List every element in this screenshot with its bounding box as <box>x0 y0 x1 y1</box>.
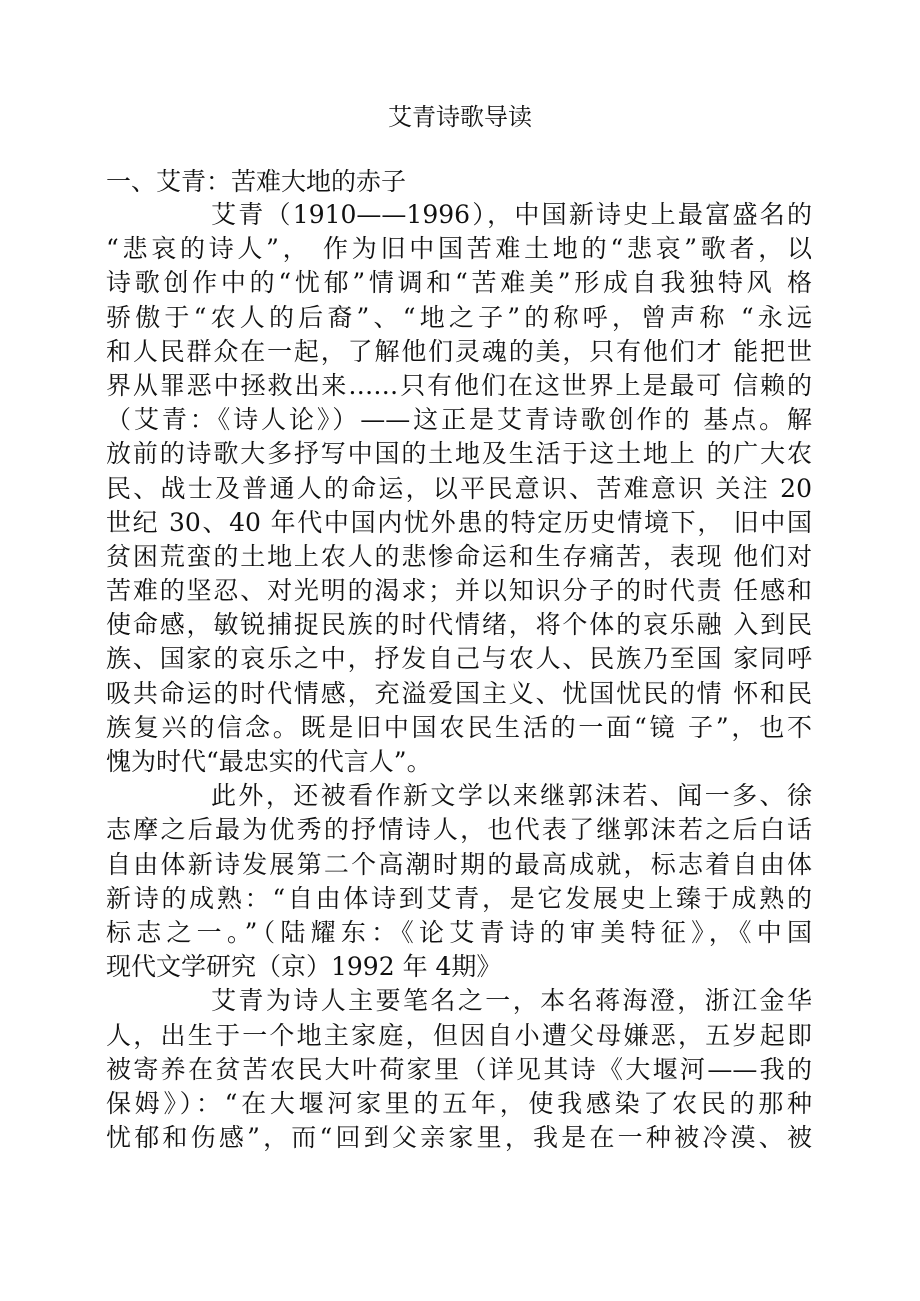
text-line: 骄傲于“农人的后裔”、“地之子”的称呼，曾声称 “永远 <box>106 302 812 332</box>
text-line: 吸共命运的时代情感，充溢爱国主义、忧国忧民的情 怀和民 <box>106 678 812 708</box>
text-line: 民、战士及普通人的命运，以平民意识、苦难意识 关注 20 <box>106 473 812 503</box>
text-line: 被寄养在贫苦农民大叶荷家里（详见其诗《大堰河——我的 <box>106 1054 812 1084</box>
text-line: 界从罪恶中拯救出来……只有他们在这世界上是最可 信赖的 <box>106 370 812 400</box>
text-line: 此外，还被看作新文学以来继郭沫若、闻一多、徐 <box>211 781 812 811</box>
text-line: 标志之一。”（陆耀东：《论艾青诗的审美特征》，《中国 <box>106 917 812 947</box>
text-line: 族、国家的哀乐之中，抒发自己与农人、民族乃至国 家同呼 <box>106 644 812 674</box>
text-line: 人，出生于一个地主家庭，但因自小遭父母嫌恶，五岁起即 <box>106 1020 812 1050</box>
text-line: 和人民群众在一起，了解他们灵魂的美，只有他们才 能把世 <box>106 336 812 366</box>
text-line: 苦难的坚忍、对光明的渴求；并以知识分子的时代责 任感和 <box>106 576 812 606</box>
body-text <box>106 198 812 1155</box>
text-line: 现代文学研究（京）1992 年 4期》 <box>106 952 502 982</box>
text-line: （艾青：《诗人论》）——这正是艾青诗歌创作的 基点。解 <box>106 405 812 435</box>
text-line: 世纪 30、40 年代中国内忧外患的特定历史情境下， 旧中国 <box>106 507 812 537</box>
text-line: 艾青（1910——1996），中国新诗史上最富盛名的 <box>211 200 812 229</box>
text-line: 志摩之后最为优秀的抒情诗人，也代表了继郭沫若之后白话 <box>106 815 812 845</box>
text-line: 诗歌创作中的“忧郁”情调和“苦难美”形成自我独特风 格 <box>106 268 812 298</box>
text-line: 贫困荒蛮的土地上农人的悲惨命运和生存痛苦，表现 他们对 <box>106 541 812 571</box>
text-line: 艾青为诗人主要笔名之一，本名蒋海澄，浙江金华 <box>211 986 812 1016</box>
text-line: 使命感，敏锐捕捉民族的时代情绪，将个体的哀乐融 入到民 <box>106 610 812 640</box>
text-line: 保姆》）：“在大堰河家里的五年，使我感染了农民的那种 <box>106 1088 812 1118</box>
text-line: “悲哀的诗人”， 作为旧中国苦难土地的“悲哀”歌者，以 <box>106 234 812 264</box>
text-line: 忧郁和伤感”，而“回到父亲家里，我是在一种被冷漠、被 <box>106 1123 812 1153</box>
document-title: 艾青诗歌导读 <box>388 103 532 131</box>
text-line: 愧为时代“最忠实的代言人”。 <box>106 747 432 776</box>
text-line: 新诗的成熟：“自由体诗到艾青，是它发展史上臻于成熟的 <box>106 883 812 913</box>
text-line: 族复兴的信念。既是旧中国农民生活的一面“镜 子”，也不 <box>106 712 812 742</box>
text-line: 放前的诗歌大多抒写中国的土地及生活于这土地上 的广大农 <box>106 439 812 469</box>
text-line: 自由体新诗发展第二个高潮时期的最高成就，标志着自由体 <box>106 849 812 879</box>
section-heading: 一、艾青：苦难大地的赤子 <box>106 167 407 196</box>
